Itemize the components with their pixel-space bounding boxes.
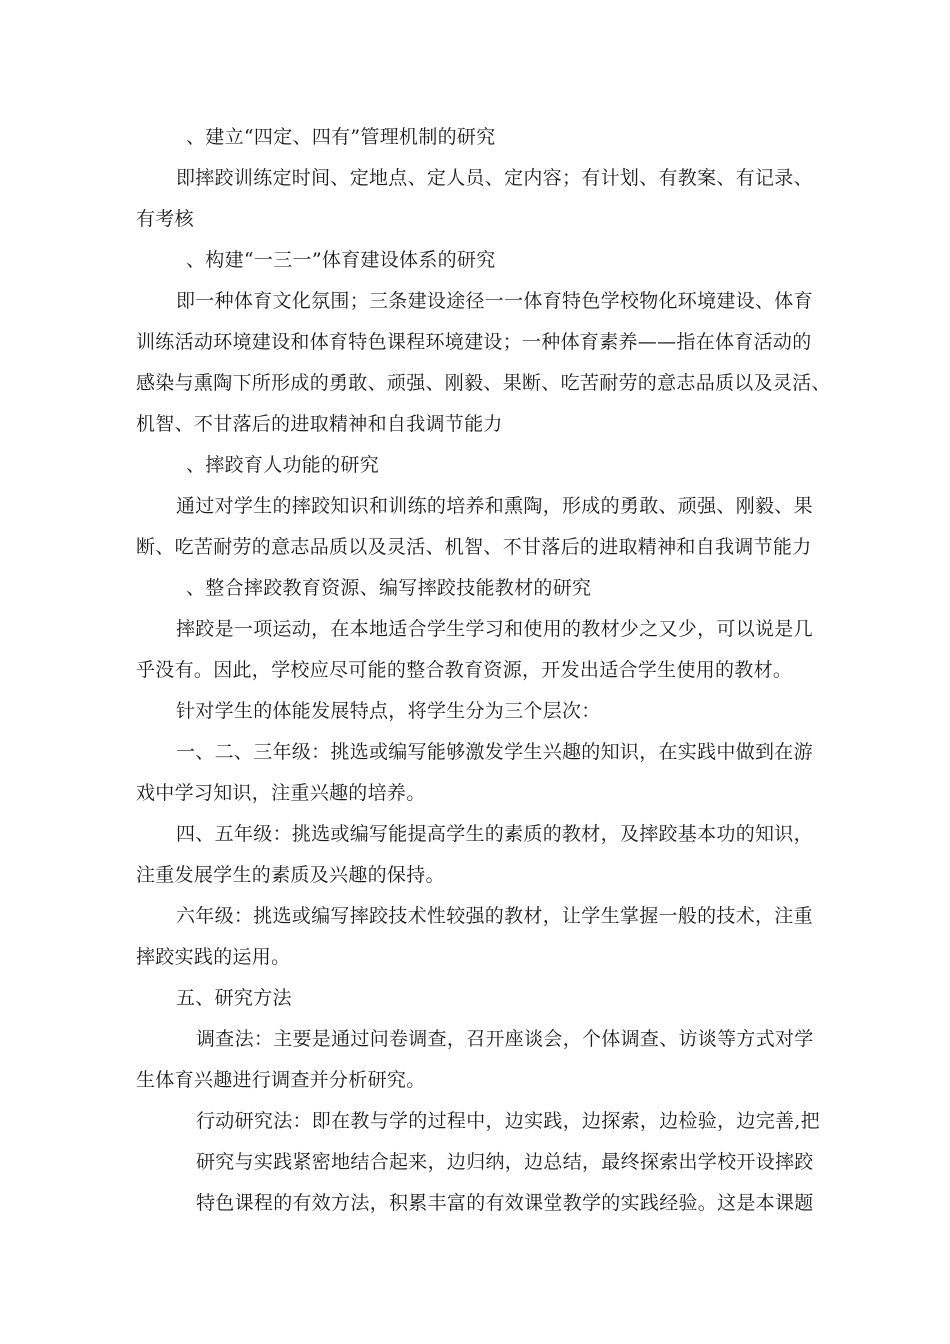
paragraph-line: 机智、不甘落后的进取精神和自我调节能力: [136, 413, 503, 435]
paragraph-line: 即摔跤训练定时间、定地点、定人员、定内容；有计划、有教案、有记录、: [176, 167, 813, 189]
paragraph-line: 四、五年级：挑选或编写能提高学生的素质的教材，及摔跤基本功的知识，: [176, 823, 813, 845]
heading-wrestling-education: 、摔跤育人功能的研究: [186, 454, 380, 476]
paragraph-line: 乎没有。因此，学校应尽可能的整合教育资源，开发出适合学生使用的教材。: [136, 659, 793, 681]
heading-four-fixed-four-have: 、建立“四定、四有”管理机制的研究: [186, 126, 496, 148]
paragraph-line: 通过对学生的摔跤知识和训练的培养和熏陶，形成的勇敢、顽强、刚毅、果: [176, 495, 813, 517]
paragraph-line: 一、二、三年级：挑选或编写能够激发学生兴趣的知识，在实践中做到在游: [176, 741, 813, 763]
paragraph-line: 研究与实践紧密地结合起来，边归纳，边总结，最终探索出学校开设摔跤: [196, 1151, 814, 1173]
paragraph-line: 注重发展学生的素质及兴趣的保持。: [136, 864, 445, 886]
paragraph-line: 摔跤是一项运动，在本地适合学生学习和使用的教材少之又少，可以说是几: [176, 618, 813, 640]
paragraph-line: 感染与熏陶下所形成的勇敢、顽强、刚毅、果断、吃苦耐劳的意志品质以及灵活、: [136, 372, 831, 394]
paragraph-line: 断、吃苦耐劳的意志品质以及灵活、机智、不甘落后的进取精神和自我调节能力: [136, 536, 812, 558]
paragraph-line: 戏中学习知识，注重兴趣的培养。: [136, 782, 426, 804]
section-heading-research-methods: 五、研究方法: [176, 987, 292, 1009]
paragraph-line: 有考核: [136, 208, 194, 230]
paragraph-line: 训练活动环境建设和体育特色课程环境建设；一种体育素养——指在体育活动的: [136, 331, 812, 353]
paragraph-line: 特色课程的有效方法，积累丰富的有效课堂教学的实践经验。这是本课题: [196, 1192, 814, 1214]
heading-teaching-materials: 、整合摔跤教育资源、编写摔跤技能教材的研究: [186, 577, 592, 599]
paragraph-line: 即一种体育文化氛围；三条建设途径一一体育特色学校物化环境建设、体育: [176, 290, 813, 312]
paragraph-line: 摔跤实践的运用。: [136, 946, 291, 968]
paragraph-line: 针对学生的体能发展特点，将学生分为三个层次：: [176, 700, 601, 722]
paragraph-line: 调查法：主要是通过问卷调查，召开座谈会，个体调查、访谈等方式对学: [196, 1028, 814, 1050]
paragraph-line: 六年级：挑选或编写摔跤技术性较强的教材，让学生掌握一般的技术，注重: [176, 905, 813, 927]
paragraph-line: 生体育兴趣进行调查并分析研究。: [136, 1069, 426, 1091]
paragraph-line: 行动研究法：即在教与学的过程中，边实践，边探索，边检验，边完善,把: [196, 1110, 820, 1132]
heading-sports-system: 、构建“一三一”体育建设体系的研究: [186, 249, 496, 271]
